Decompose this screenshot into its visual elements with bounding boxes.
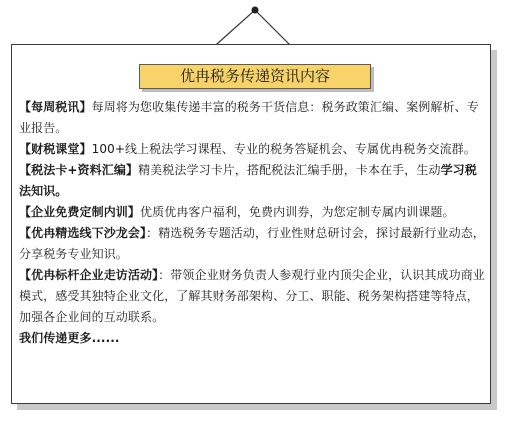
item-text: 100+线上税法学习课程、专业的税务答疑机会、专属优冉税务交流群。	[91, 142, 476, 156]
item-tag: 【每周税讯】	[19, 100, 92, 114]
item-tag: 【优冉标杆企业走访活动】	[19, 268, 159, 282]
list-item	[19, 202, 488, 223]
item-text: ：带领企业财务负责人参观行业内顶尖企业，认识其成功商业模式，感受其独特企业文化，了解其财务部架构、分工、职能、税务架构搭建等特点，加强各企业间的互动联系。	[19, 268, 485, 324]
list-item	[19, 139, 488, 160]
item-tag: 【企业免费定制内训】	[19, 205, 141, 219]
list-item	[19, 265, 488, 328]
page-title: 优冉税务传递资讯内容	[139, 64, 371, 89]
item-text: 精美税法学习卡片，搭配税法汇编手册，卡本在手，生动	[138, 163, 441, 177]
item-tag: 【优冉精选线下沙龙会】	[19, 226, 147, 240]
nail-icon	[252, 7, 259, 14]
content-list	[19, 97, 488, 349]
item-text: ：精选税务专题活动，行业性财总研讨会，探讨最新行业动态，分享税务专业知识。	[19, 226, 485, 261]
closing-text: 我们传递更多......	[19, 331, 120, 345]
item-text-bold: 学习税法知识。	[19, 163, 477, 198]
list-item	[19, 223, 488, 265]
list-item	[19, 97, 488, 139]
item-text: 优质优冉客户福利，免费内训券，为您定制专属内训课题。	[140, 205, 455, 219]
list-item	[19, 160, 488, 202]
item-tag: 【税法卡+资料汇编】	[19, 163, 139, 177]
item-tag: 【财税课堂】	[19, 142, 92, 156]
item-text: 每周将为您收集传递丰富的税务干货信息：税务政策汇编、案例解析、专业报告。	[19, 100, 479, 135]
